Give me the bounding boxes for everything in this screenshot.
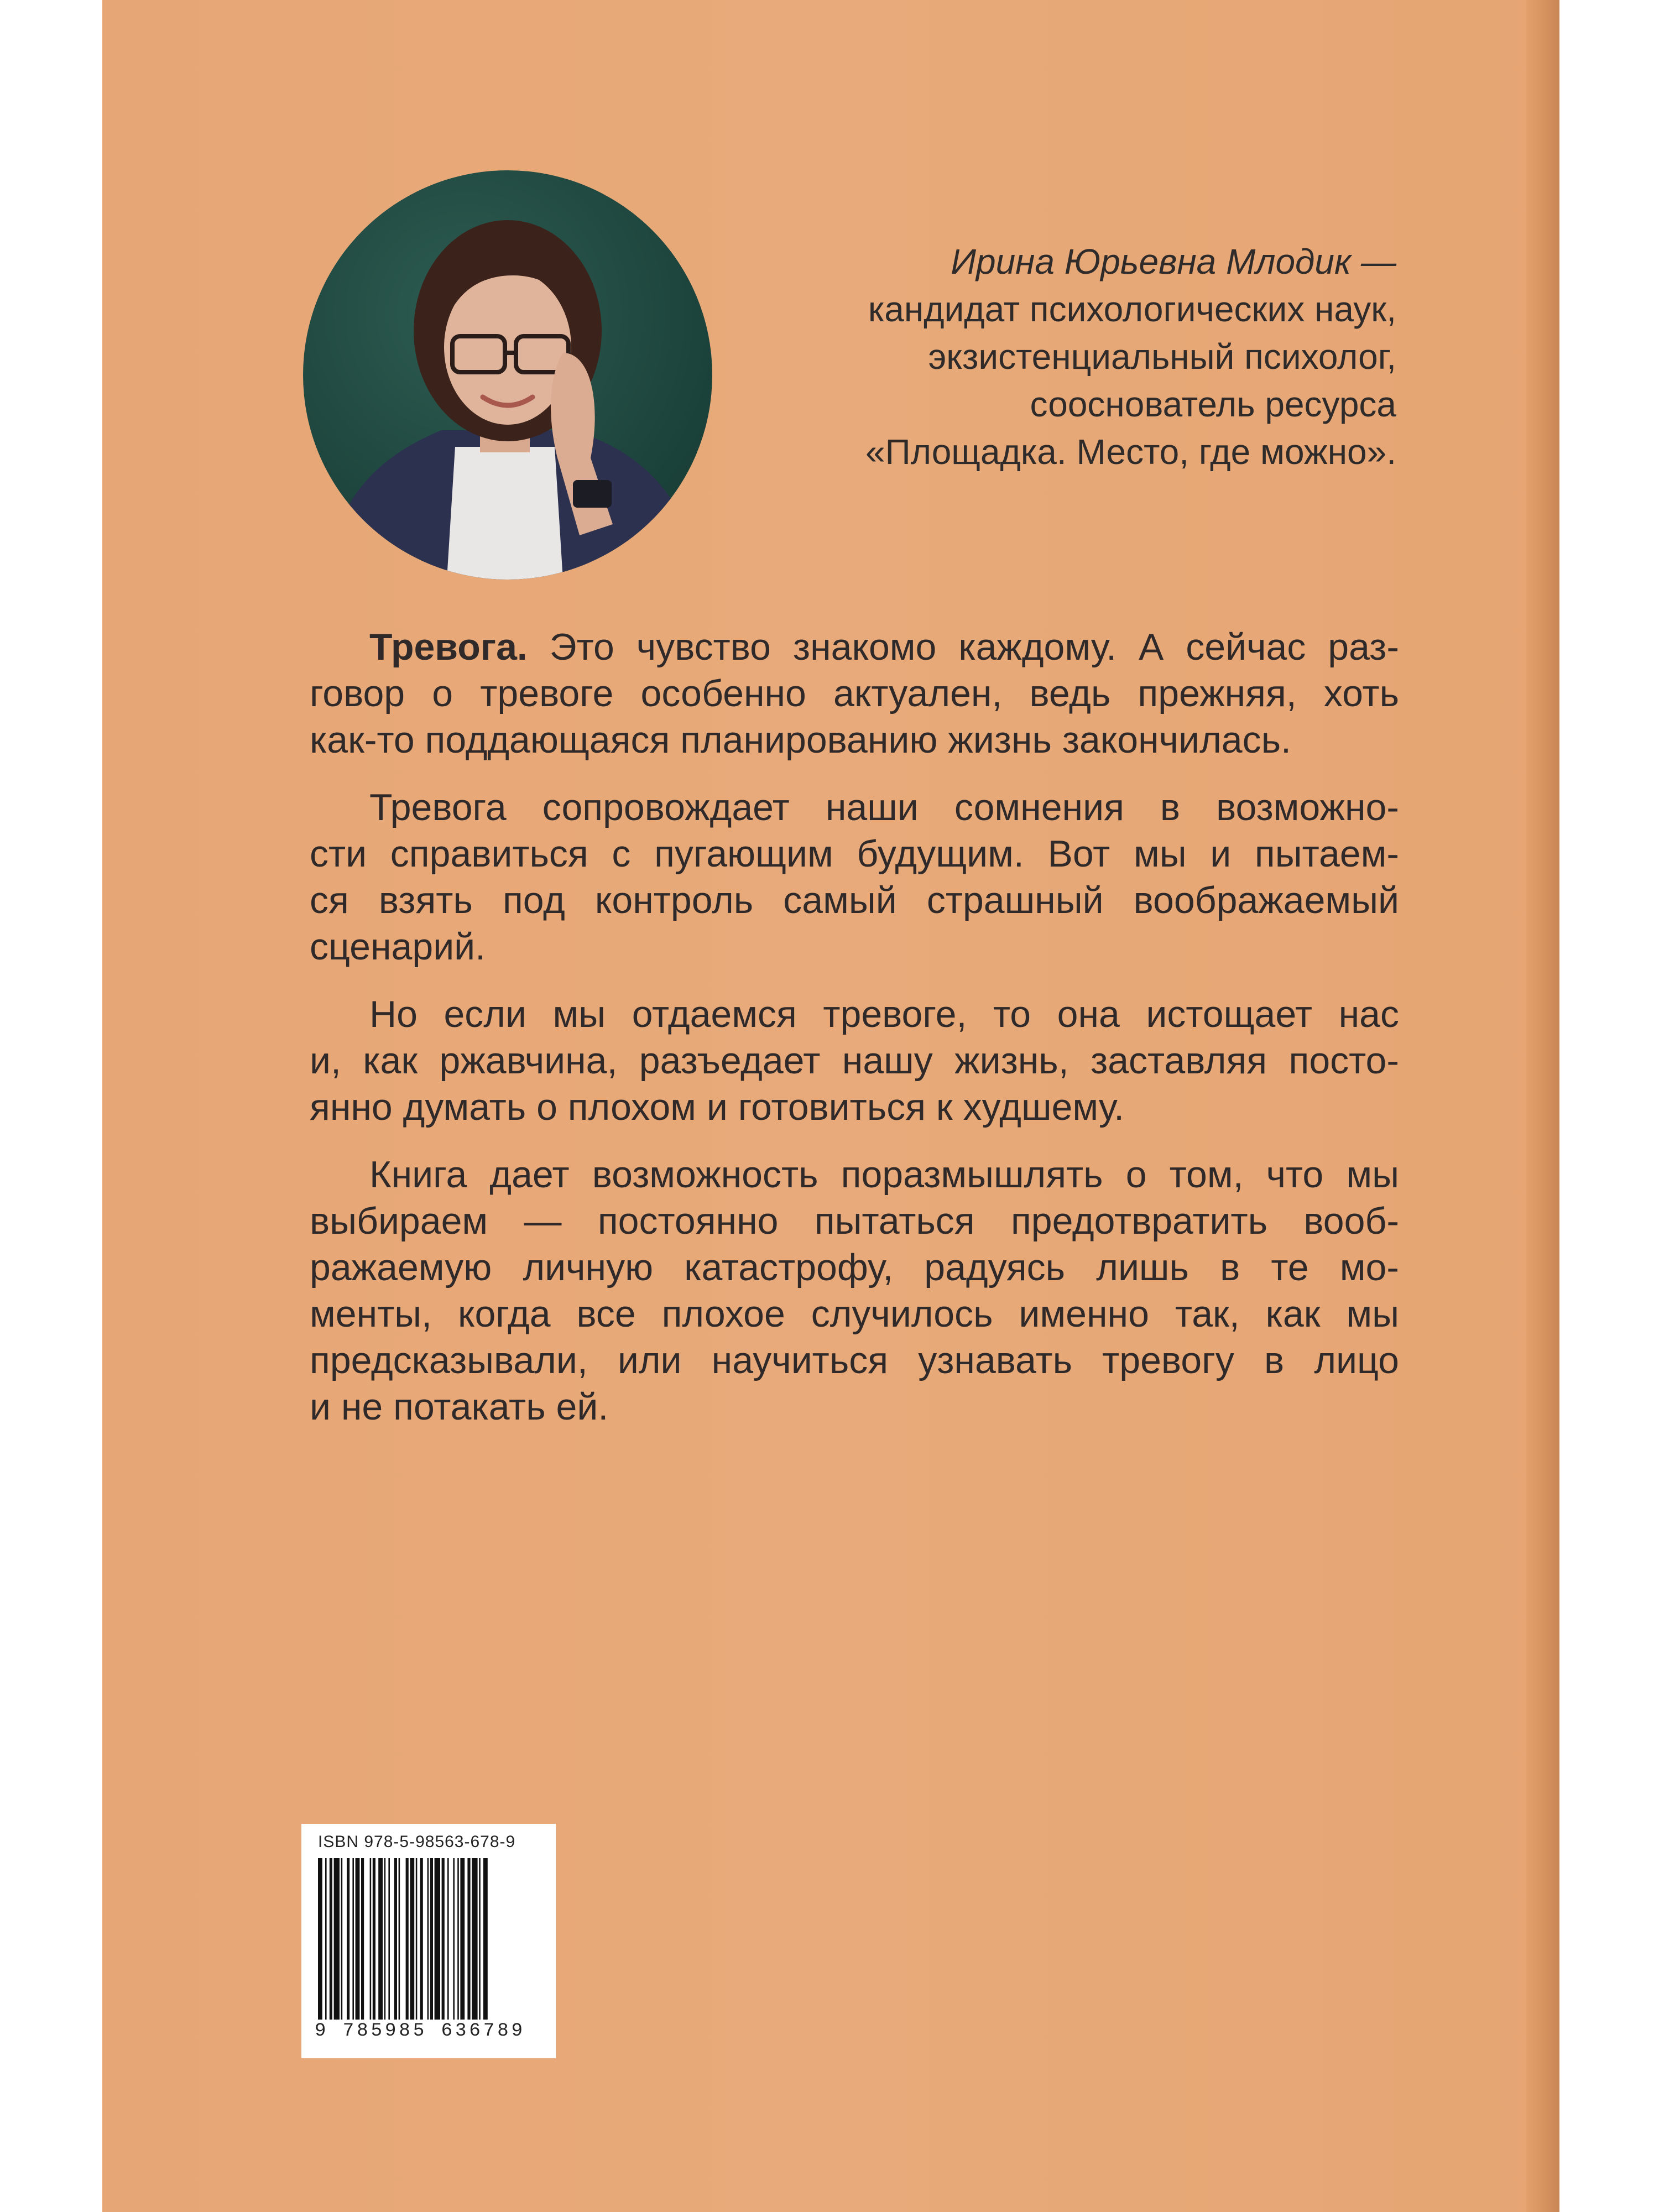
author-bio-line: «Площадка. Место, где можно».	[865, 432, 1396, 472]
description-line: ражаемую личную катастрофу, радуясь лишь в те мо-	[310, 1246, 1399, 1288]
barcode-bar	[420, 1858, 423, 2020]
barcode-bar	[442, 1858, 445, 2020]
barcode-label	[301, 1824, 556, 2058]
barcode-bar	[352, 1858, 354, 2020]
author-bio	[744, 238, 1396, 476]
description-paragraph-1	[310, 624, 1399, 763]
barcode-bar	[388, 1858, 390, 2020]
description-line: выбираем — постоянно пытаться предотвратить вооб-	[310, 1200, 1399, 1242]
description-line: Но если мы отдаемся тревоге, то она истощает нас	[369, 993, 1399, 1035]
description-line: Книга дает возможность поразмышлять о том, что мы	[369, 1154, 1399, 1196]
description-line: как-то поддающаяся планированию жизнь закончилась.	[310, 719, 1291, 761]
description-line: сти справиться с пугающим будущим. Вот мы и пытаем-	[310, 833, 1399, 875]
barcode-bar	[483, 1858, 488, 2020]
barcode-bar	[406, 1858, 409, 2020]
barcode-bar	[453, 1858, 455, 2020]
author-portrait-image	[303, 170, 712, 580]
description-line: янно думать о плохом и готовиться к худшему.	[310, 1086, 1124, 1128]
barcode-bar	[384, 1858, 386, 2020]
description-lead-word: Тревога.	[369, 626, 528, 668]
barcode-bar	[373, 1858, 375, 2020]
barcode-bar	[341, 1858, 343, 2020]
barcode-bar	[467, 1858, 470, 2020]
description-line	[310, 624, 1399, 670]
barcode-bars	[318, 1858, 539, 2020]
barcode-bar	[460, 1858, 465, 2020]
barcode-bar	[378, 1858, 383, 2020]
isbn-text: ISBN 978-5-98563-678-9	[318, 1833, 516, 1851]
barcode-bar	[430, 1858, 433, 2020]
description-line: сценарий.	[310, 926, 486, 968]
barcode-bar	[399, 1858, 400, 2020]
barcode-bar	[356, 1858, 360, 2020]
barcode-bar	[479, 1858, 481, 2020]
author-name: Ирина Юрьевна Млодик —	[951, 242, 1396, 281]
cover-edge-shadow	[1526, 0, 1559, 2212]
barcode-bar	[457, 1858, 459, 2020]
barcode-bar	[318, 1858, 322, 2020]
author-bio-line: кандидат психологических наук,	[868, 289, 1396, 329]
description-line: и, как ржавчина, разъедает нашу жизнь, заставляя посто-	[310, 1040, 1399, 1082]
author-portrait	[303, 170, 712, 580]
barcode-bar	[435, 1858, 440, 2020]
description-line: Тревога сопровождает наши сомнения в возможно-	[369, 786, 1399, 828]
barcode-bar	[347, 1858, 349, 2020]
author-bio-line: экзистенциальный психолог,	[928, 337, 1396, 377]
barcode-bar	[416, 1858, 418, 2020]
barcode-bar	[330, 1858, 332, 2020]
description-line-text: Это чувство знакомо каждому. А сейчас раз-	[527, 626, 1399, 668]
barcode-bar	[370, 1858, 372, 2020]
barcode-bar	[410, 1858, 414, 2020]
barcode-bar	[334, 1858, 340, 2020]
description-line: менты, когда все плохое случилось именно так, как мы	[310, 1293, 1399, 1335]
description-paragraph-3	[310, 991, 1399, 1130]
barcode-bar	[394, 1858, 397, 2020]
description-paragraph-2	[310, 784, 1399, 970]
book-description	[310, 624, 1399, 1451]
ean-digits: 9 785985 636789	[315, 2021, 526, 2042]
barcode-bar	[472, 1858, 477, 2020]
author-bio-line: сооснователь ресурса	[1030, 384, 1396, 424]
description-line: говор о тревоге особенно актуален, ведь прежняя, хоть	[310, 672, 1399, 714]
description-paragraph-4	[310, 1151, 1399, 1430]
barcode-bar	[325, 1858, 327, 2020]
barcode-bar	[361, 1858, 364, 2020]
barcode-bar	[447, 1858, 449, 2020]
barcode-bar	[427, 1858, 429, 2020]
description-line: предсказывали, или научиться узнавать тревогу в лицо	[310, 1339, 1399, 1381]
description-line: ся взять под контроль самый страшный воображаемый	[310, 879, 1399, 921]
description-line: и не потакать ей.	[310, 1386, 609, 1428]
